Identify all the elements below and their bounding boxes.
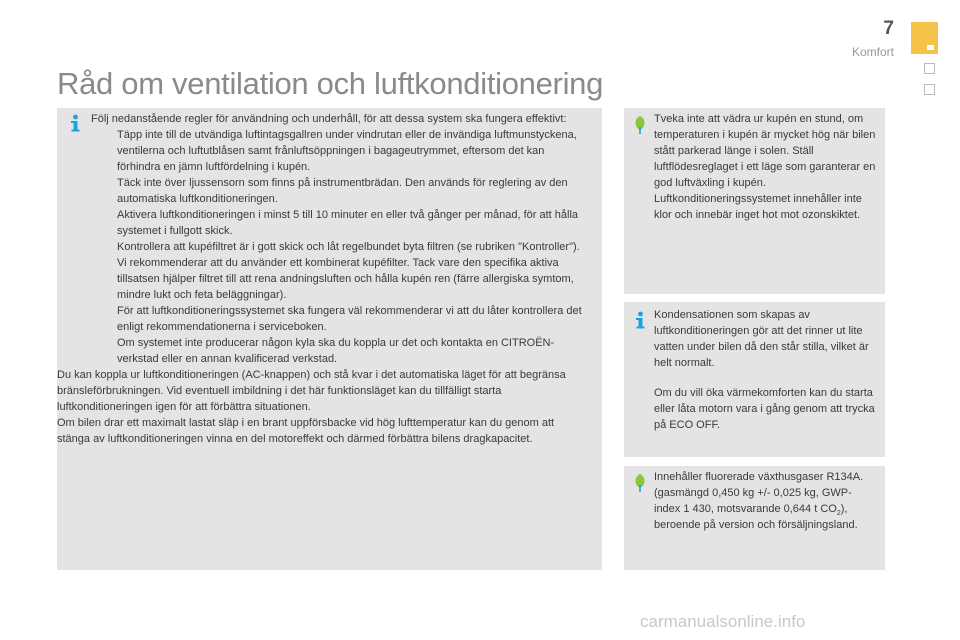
page-number: 7 — [883, 18, 894, 39]
list-item: Om systemet inte producerar någon kyla ska du koppla ur det och kontakta en CITROËN-verkstad eller en annan kvalificerad verkstad. — [117, 337, 555, 365]
list-item: Aktivera luftkonditioneringen i minst 5 till 10 minuter en eller två gånger per månad, för att hålla systemet i fullgott skick. — [117, 209, 579, 237]
chapter-tab[interactable] — [924, 84, 935, 95]
chapter-tab[interactable] — [924, 63, 935, 74]
list-item: Täck inte över ljussensorn som finns på instrumentbrädan. Den används för reglering av den automatiska luftkonditioneringen. — [117, 177, 568, 205]
ac-paragraphs — [57, 367, 589, 447]
chapter-tab-active[interactable] — [911, 22, 938, 54]
ventilation-tip-text: Tveka inte att vädra ur kupén en stund, om temperaturen i kupén är mycket hög när bilen stått parkerad länge i solen. Ställ luftflödesreglaget i ett läge som garanterar en god luftväxling i kupén. Luftkonditioneringssystemet innehåller inte klor och innebär inget hot mot ozonskiktet. — [654, 113, 876, 221]
tab-mark-icon — [927, 45, 934, 50]
info-icon — [633, 311, 647, 329]
intro-text: Följ nedanstående regler för användning och underhåll, för att dessa system ska fungera effektivt: — [91, 113, 567, 125]
refrigerant-info-text: Innehåller fluorerade växthusgaser R134A. (gasmängd 0,450 kg +/- 0,025 kg, GWP-index 1 430, motsvarande 0,644 t $CO_2$), beroende på version och försäljningsland. — [654, 471, 864, 531]
ventilation-tip-panel — [624, 108, 885, 294]
page-title: Råd om ventilation och luftkonditionering — [57, 66, 604, 101]
section-name: Komfort — [851, 45, 894, 59]
main-advice-text — [57, 111, 589, 447]
condensation-info-text — [654, 307, 878, 433]
info-icon — [68, 114, 82, 132]
paragraph: Du kan koppla ur luftkonditioneringen (AC-knappen) och stå kvar i det automatiska läget för att begränsa bränsleförbrukningen. Vid eventuell imbildning i det här funktionsläget kan du tillfälligt starta luftkonditioneringen igen för att förbättra situationen. — [57, 369, 566, 413]
list-item: Täpp inte till de utvändiga luftintagsgallren under vindrutan eller de invändiga luftmunstyckena, ventilerna och luftutblåsen samt frånluftsöppningen i bagageutrymmet, eftersom det kan förhindra en jämn luftfördelning i kupén. — [117, 129, 577, 173]
paragraph: Om bilen drar ett maximalt lastat släp i en brant uppförsbacke vid hög lufttemperatur kan du genom att stänga av luftkonditioneringen vinna en del motoreffekt och därmed förbättra bilens dragkapacitet. — [57, 417, 555, 445]
list-item: För att luftkonditioneringssystemet ska fungera väl rekommenderar vi att du låter kontrollera det enligt rekommendationerna i serviceboken. — [117, 305, 582, 333]
main-advice-panel — [57, 108, 602, 570]
refrigerant-info-panel — [624, 466, 885, 570]
eco-off-text: Om du vill öka värmekomforten kan du starta eller låta motorn vara i gång genom att trycka på ECO OFF. — [654, 387, 875, 431]
advice-list — [91, 127, 589, 255]
leaf-icon — [633, 115, 647, 133]
watermark: carmanualsonline.info — [640, 612, 806, 631]
leaf-icon — [633, 473, 647, 491]
condensation-info-panel — [624, 302, 885, 457]
advice-list — [91, 303, 589, 367]
list-item: Kontrollera att kupéfiltret är i gott skick och låt regelbundet byta filtren (se rubriken "Kontroller"). — [117, 241, 580, 253]
filter-note: Vi rekommenderar att du använder ett kombinerat kupéfilter. Tack vare den specifika aktiva tillsatsen hjälper filtret till att rena andningsluften och hålla kupén ren (färre allergiska symtom, mindre lukt och feta beläggningar). — [117, 257, 574, 301]
condensation-text: Kondensationen som skapas av luftkonditioneringen gör att det rinner ut lite vatten under bilen då den står stilla, vilket är helt normalt. — [654, 309, 869, 369]
